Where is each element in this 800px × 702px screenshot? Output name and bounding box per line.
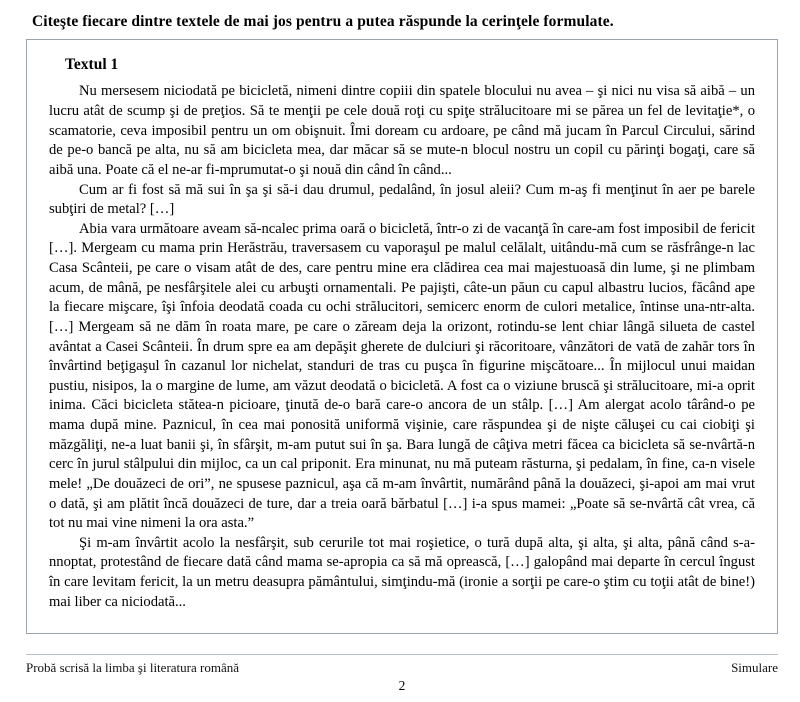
passage-paragraph: Abia vara următoare aveam să-ncalec prima oară o bicicletă, într-o zi de vacanţă în care-am fost imposibil de fericit […]. Mergeam cu mama prin Herăstrău, traversasem cu vaporaşul pe malul celălalt, uitându-mă cum se răsfrânge-n lac Casa Scânteii, pe care o visam atât de des, care pentru mine era clădirea cea mai majestuoasă din lume, şi ne plimbam acum, de mână, pe nesfârşitele alei cu arbuşti ornamentali. Pe pajişti, câte-un păun cu capul albastru lucios, făcând ape la fiecare mişcare, îşi înfoia deodată coada cu ochi strălucitori, semicerc enorm de culori metalice, întinse una-ntr-alta. […] Mergeam să ne dăm în roata mare, pe care o zăream deja la orizont, rotindu-se lent chiar lângă silueta de castel avântat a Casei Scânteii. În drum spre ea am depăşit gherete de dulciuri şi răcoritoare, vânzători de vată de zahăr tors în învârtind beţigaşul în cazanul lor nichelat, standuri de tras cu puşca în figurine mişcătoare... În mijlocul unui maidan pustiu, nisipos, la o margine de lume, am văzut deodată o bicicletă. A fost ca o viziune bruscă şi strălucitoare, mi-a oprit inima. Căci bicicleta stătea-n picioare, ţinută de-o bară care-o ancora de un stâlp. […] Am alergat acolo târând-o pe mama după mine. Paznicul, în cea mai ponosită uniformă vişinie, care răspundea şi de nişte căluşei cu cai ciobiţi şi măzgăliţi, ne-a luat banii şi, în sfârşit, m-am putut sui în şa. Bara lungă de câţiva metri făcea ca bicicleta să se-nvârtă-n cerc în jurul stâlpului din mijloc, ca un cal priponit. Era minunat, nu mă puteam răsturna, şi pedalam, în fine, ca-n visele mele! „De douăzeci de ori”, ne spusese paznicul, aşa că m-am învârtit, numărând până la douăzeci, şi-apoi am mai vrut o dată, şi am plătit încă douăzeci de ture, dar a treia oară bărbatul […] i-a spus mamei: „Poate să se-nvârtă cât vrea, că tot nu mai vine nimeni la ora asta.”	[49, 220, 755, 532]
page-number: 2	[398, 678, 406, 693]
footer-divider	[26, 654, 778, 655]
passage-paragraph: Şi m-am învârtit acolo la nesfârşit, sub cerurile tot mai roşietice, o tură după alta, şi alta, şi alta, până când s-a-nnoptat, protestând de fiecare dată când mama se-apropia ca să mă oprească, […] galopând mai departe în cercul îngust în care levitam fericit, la un metru deasupra pământului, simţindu-mă (ironie a sorţii pe care-o ştim cu toţii atât de bine!) mai liber ca niciodată...	[49, 534, 755, 610]
instruction-text: Citeşte fiecare dintre textele de mai jos pentru a putea răspunde la cerinţele formulate.	[32, 13, 614, 30]
passage-paragraph: Nu mersesem niciodată pe bicicletă, nimeni dintre copiii din spatele blocului nu avea – şi nici nu visa să aibă – un lucru atât de scump şi de preţios. Să te menţii pe cele două roţi cu spiţe strălucitoare mi se părea un fel de levitaţie*, o scamatorie, ceva imposibil pentru un om obişnuit. Îmi doream cu ardoare, pe când mă jucam în Parcul Circului, sărind de pe-o bancă pe alta, nu să am bicicleta mea, dar măcar să se mute-n blocul nostru un copil cu părinţi bogaţi, care să aibă una. Poate că el ne-ar fi-mprumutat-o şi nouă din când în când...	[49, 83, 755, 178]
footer-session-label: Simulare	[731, 660, 778, 675]
text-passage-box	[26, 39, 778, 634]
passage-paragraph: Cum ar fi fost să mă sui în şa şi să-i dau drumul, pedalând, în josul aleii? Cum m-aş fi menţinut în aer pe barele subţiri de metal? […]	[49, 181, 755, 218]
page-footer	[26, 654, 778, 694]
passage-title: Textul 1	[65, 56, 119, 74]
footer-exam-label: Probă scrisă la limba şi literatura română	[26, 660, 239, 675]
